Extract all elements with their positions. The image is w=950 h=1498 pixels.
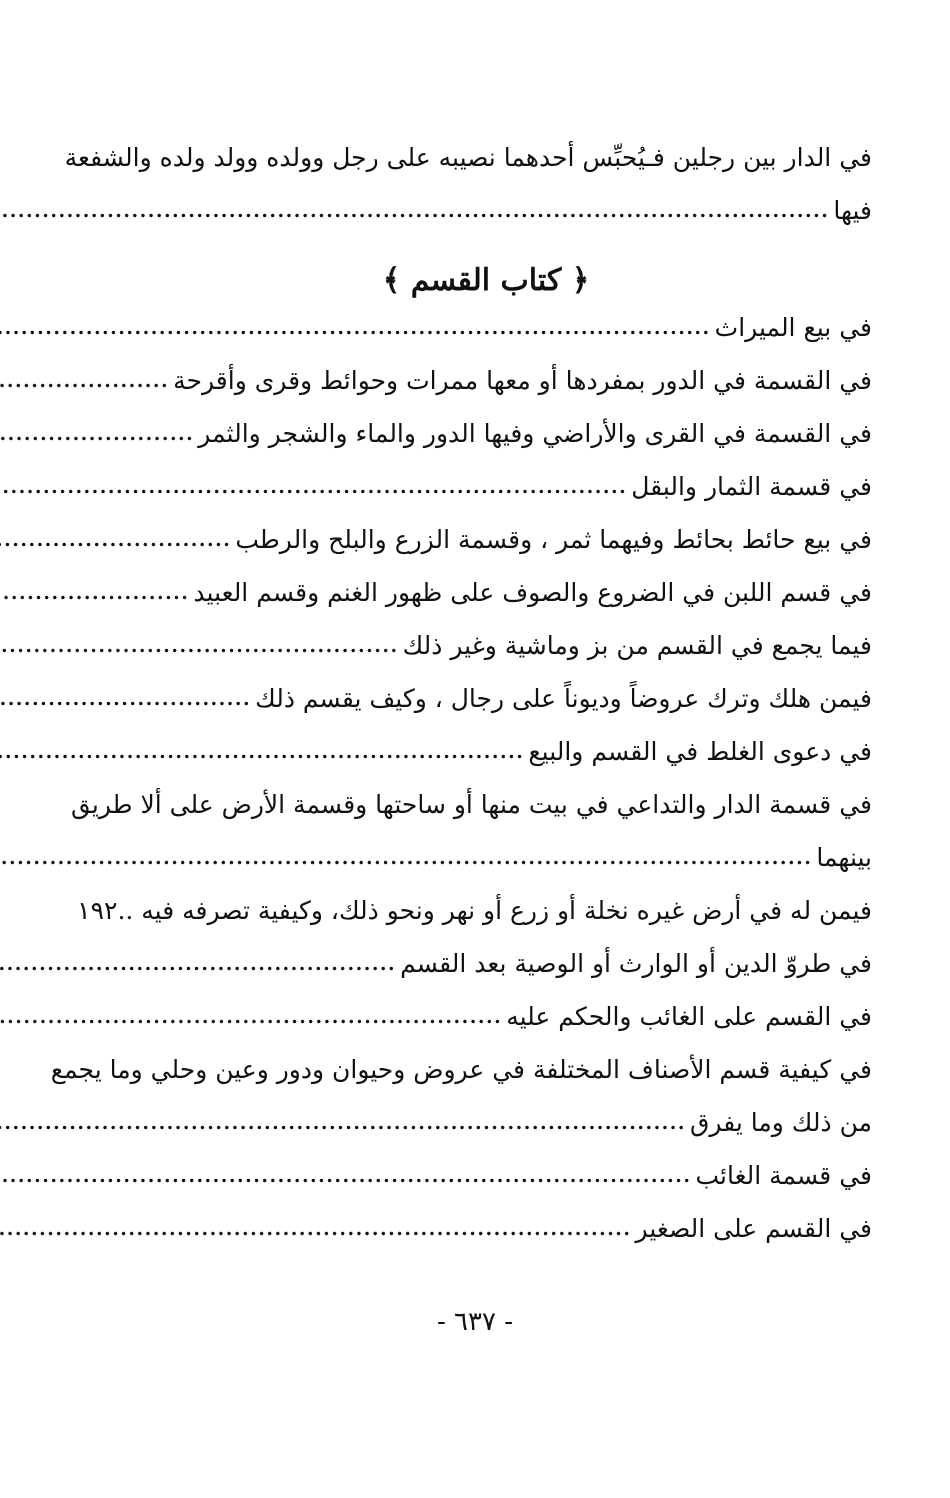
toc-entry-text: في الدار بين رجلين فـيُحبِّس أحدهما نصيبه على رجل وولده وولد ولده والشفعة [64,143,872,172]
toc-entry-text: من ذلك وما يفرق [690,1108,872,1137]
toc-entry-text: فيمن له في أرض غيره نخلة أو زرع أو نهر ونحو ذلك، وكيفية تصرفه فيه .. [117,896,872,925]
dot-leader [0,1204,632,1254]
toc-entry-line [100,1098,872,1148]
toc-entry-text: في القسمة في الدور بمفردها أو معها ممرات وحوائط وقرى وأقرحة [173,366,872,395]
toc-entry [100,992,872,1042]
toc-entry [77,886,872,936]
toc-entry [100,939,872,989]
dot-leader [0,727,524,777]
toc-entry [100,568,872,618]
toc-entry [100,621,872,671]
toc-entry-text: في طروّ الدين أو الوارث أو الوصية بعد القسم [400,949,872,978]
toc-entry-line [50,1045,872,1095]
toc-entry-text: في القسمة في القرى والأراضي وفيها الدور والماء والشجر والثمر [198,419,872,448]
dot-leader [0,992,502,1042]
toc-entry [100,462,872,512]
page-number: - ٦٣٧ - [436,1307,514,1337]
toc-entry-text: في بيع الميراث [714,313,872,342]
toc-entry-text: في قسمة الدار والتداعي في بيت منها أو ساحتها وقسمة الأرض على ألا طريق [71,790,872,819]
dot-leader [0,186,829,236]
dot-leader [0,568,189,618]
dot-leader [0,462,627,512]
toc-entry-text: في قسم اللبن في الضروع والصوف على ظهور الغنم وقسم العبيد [193,578,872,607]
toc-entry-text: في دعوى الغلط في القسم والبيع [528,737,872,766]
dot-leader [0,939,396,989]
toc-entry [100,515,872,565]
toc-entry-text: في كيفية قسم الأصناف المختلفة في عروض وحيوان ودور وعين وحلي وما يجمع [50,1055,872,1084]
toc-entry-line [64,133,872,183]
toc-entry-text: في القسم على الصغير [635,1214,872,1243]
toc-entry [100,356,872,406]
toc-page-number: ١٩٢ [77,896,118,925]
dot-leader [0,1151,691,1201]
toc-entry [100,1204,872,1254]
dot-leader [0,621,399,671]
toc-entry-line [100,186,872,236]
toc-entry [100,1151,872,1201]
toc-entry [100,727,872,777]
dot-leader [0,356,169,406]
toc-entry [100,409,872,459]
dot-leader [0,515,231,565]
toc-entry [100,674,872,724]
toc-entry-text: في قسمة الثمار والبقل [631,472,872,501]
toc-entry [100,303,872,353]
dot-leader [0,674,251,724]
dot-leader [0,1098,686,1148]
toc-entry-text: بينهما [816,843,872,872]
dot-leader [0,833,812,883]
toc-entry-text: في بيع حائط بحائط وفيهما ثمر ، وقسمة الزرع والبلح والرطب [235,525,872,554]
toc-entry-line [100,833,872,883]
dot-leader [0,409,194,459]
dot-leader [0,303,711,353]
toc-entry-text: فيما يجمع في القسم من بز وماشية وغير ذلك [402,631,872,660]
section-heading: ﴿ كتاب القسم ﴾ [382,263,590,298]
toc-entry-text: في القسم على الغائب والحكم عليه [506,1002,872,1031]
toc-entry-line [71,780,872,830]
toc-entry-text: فيمن هلك وترك عروضاً وديوناً على رجال ، وكيف يقسم ذلك [255,684,872,713]
toc-entry-text: في قسمة الغائب [695,1161,872,1190]
toc-entry-text: فيها [833,196,872,225]
